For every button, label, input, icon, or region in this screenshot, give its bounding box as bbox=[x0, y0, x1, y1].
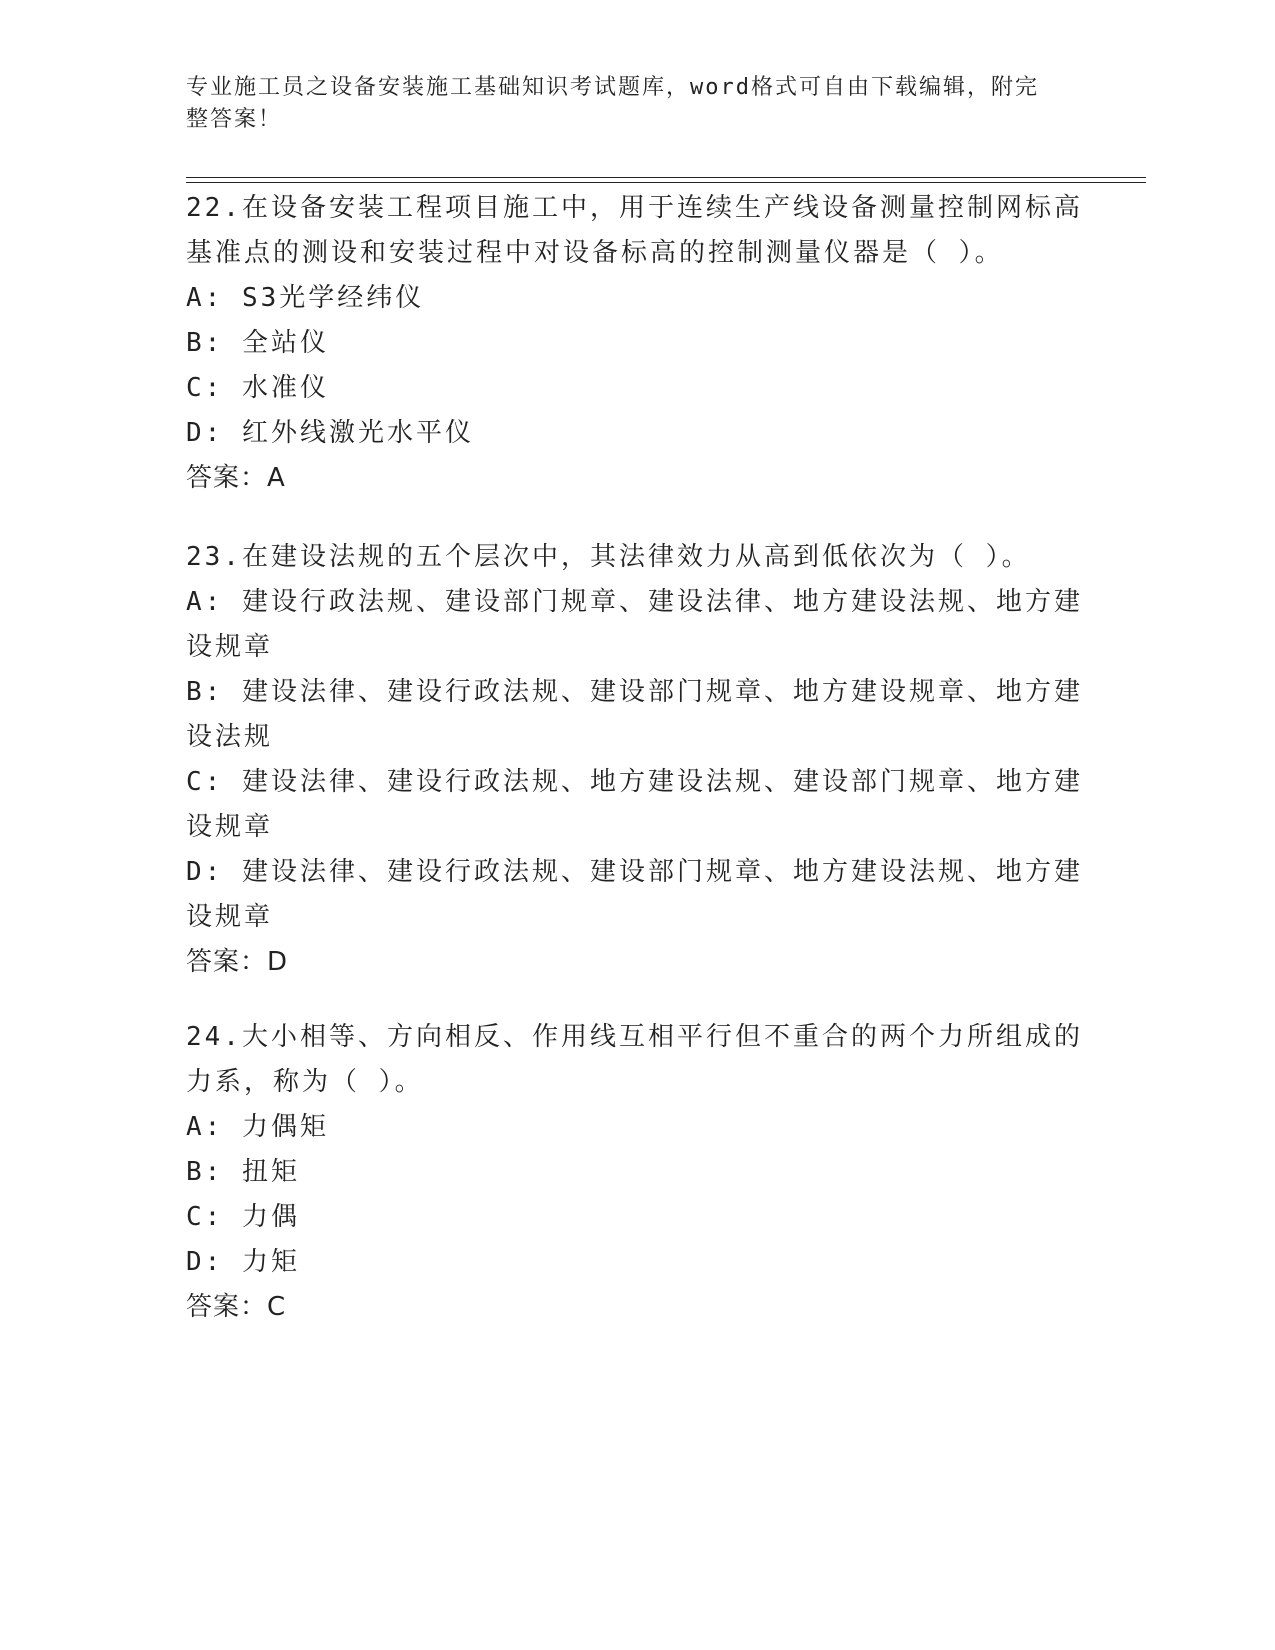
option-b: B: 建设法律、建设行政法规、建设部门规章、地方建设规章、地方建 bbox=[186, 677, 1083, 707]
question-22 bbox=[186, 186, 1086, 501]
option-b: B: 全站仪 bbox=[186, 328, 329, 358]
question-stem-line: 力系，称为（ ）。 bbox=[186, 1067, 424, 1097]
header-line-2: 整答案！ bbox=[186, 107, 283, 132]
header-line-1: 专业施工员之设备安装施工基础知识考试题库，word格式可自由下载编辑，附完 bbox=[186, 75, 1039, 100]
header-divider-top bbox=[186, 177, 1146, 178]
answer-label: 答案：C bbox=[186, 1292, 287, 1322]
header-divider-bottom bbox=[186, 182, 1146, 183]
option-a: A: 建设行政法规、建设部门规章、建设法律、地方建设法规、地方建 bbox=[186, 587, 1083, 617]
question-stem-line: 22.在设备安装工程项目施工中，用于连续生产线设备测量控制网标高 bbox=[186, 193, 1083, 223]
answer-label: 答案：D bbox=[186, 947, 289, 977]
document-header bbox=[186, 72, 1066, 136]
option-a: A: 力偶矩 bbox=[186, 1112, 329, 1142]
answer-label: 答案：A bbox=[186, 463, 286, 493]
option-c-continued: 设规章 bbox=[186, 812, 274, 842]
option-c: C: 水准仪 bbox=[186, 373, 329, 403]
option-c: C: 建设法律、建设行政法规、地方建设法规、建设部门规章、地方建 bbox=[186, 767, 1083, 797]
option-d: D: 力矩 bbox=[186, 1247, 300, 1277]
option-d: D: 建设法律、建设行政法规、建设部门规章、地方建设法规、地方建 bbox=[186, 857, 1083, 887]
option-d-continued: 设规章 bbox=[186, 902, 274, 932]
option-b: B: 扭矩 bbox=[186, 1157, 300, 1187]
option-a-continued: 设规章 bbox=[186, 632, 274, 662]
question-stem-line: 基准点的测设和安装过程中对设备标高的控制测量仪器是（ ）。 bbox=[186, 238, 1004, 268]
option-a: A: S3光学经纬仪 bbox=[186, 283, 425, 313]
question-24 bbox=[186, 1015, 1086, 1330]
question-stem-line: 24.大小相等、方向相反、作用线互相平行但不重合的两个力所组成的 bbox=[186, 1022, 1083, 1052]
option-b-continued: 设法规 bbox=[186, 722, 274, 752]
question-23 bbox=[186, 535, 1086, 985]
question-stem-line: 23.在建设法规的五个层次中，其法律效力从高到低依次为（ ）。 bbox=[186, 542, 1031, 572]
option-c: C: 力偶 bbox=[186, 1202, 300, 1232]
option-d: D: 红外线激光水平仪 bbox=[186, 418, 474, 448]
